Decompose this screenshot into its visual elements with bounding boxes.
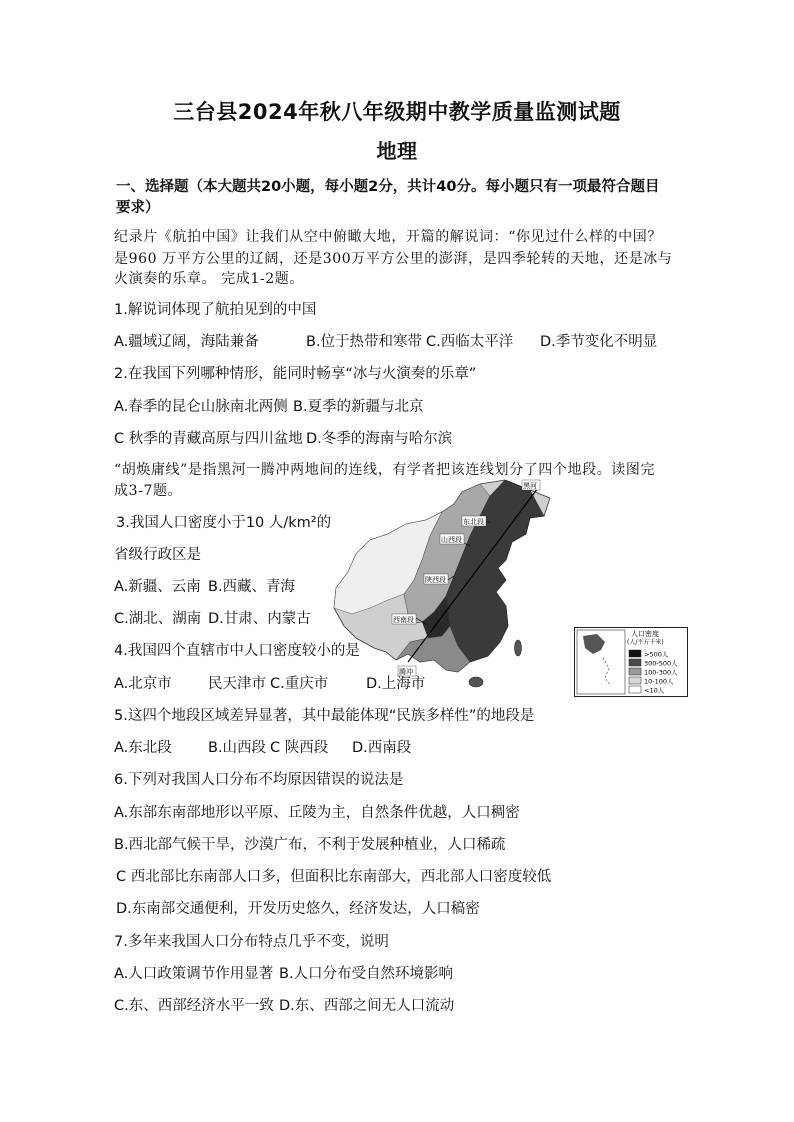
option-c[interactable]: C 陕西段 xyxy=(270,740,329,756)
question-2-options-cd xyxy=(114,427,452,448)
map-legend xyxy=(574,627,688,697)
passage-line: 火演奏的乐章。 完成1-2题。 xyxy=(114,271,304,287)
option-b[interactable]: 民天津市 xyxy=(208,676,266,692)
hainan-island xyxy=(469,677,483,687)
option-b[interactable]: B.位于热带和寒带 xyxy=(306,334,423,350)
passage-line: 是960 万平方公里的辽阔，还是300万平方公里的澎湃，是四季轮转的天地，还是冰与 xyxy=(114,251,673,267)
option-b[interactable]: B.夏季的新疆与北京 xyxy=(293,399,424,415)
legend-swatch xyxy=(629,650,641,657)
passage-line: “胡焕庸线”是指黑河一腾冲两地间的连线，有学者把该连线划分了四个地段。读图完 xyxy=(114,462,656,478)
taiwan-island xyxy=(515,640,522,656)
option-c[interactable]: C.东、西部经济水平一致 xyxy=(114,998,274,1014)
legend-swatch xyxy=(629,686,641,693)
option-b[interactable]: B.西北部气候干旱，沙漠广布，不利于发展种植业，人口稀疏 xyxy=(114,837,506,853)
passage-line: 纪录片《航拍中国》让我们从空中俯瞰大地，开篇的解说词：“你见过什么样的中国？ xyxy=(114,229,662,245)
option-a[interactable]: A.春季的昆仑山脉南北两侧 xyxy=(114,399,288,415)
legend-swatch xyxy=(629,677,641,684)
option-a[interactable]: A.东部东南部地形以平原、丘陵为主，自然条件优越，人口稠密 xyxy=(114,805,520,821)
question-7-options-cd xyxy=(114,994,454,1015)
option-d[interactable]: D.季节变化不明显 xyxy=(540,334,658,350)
option-c[interactable]: C 秋季的青藏高原与四川盆地 xyxy=(114,431,303,447)
option-b[interactable]: B.西藏、青海 xyxy=(208,579,296,595)
map-label-shanxi: 山西段 xyxy=(441,536,462,544)
population-density-map xyxy=(330,476,556,698)
subject-title: 地理 xyxy=(376,139,418,163)
question-1-options xyxy=(114,330,657,351)
question-1-stem: 1.解说词体现了航拍见到的中国 xyxy=(114,302,317,318)
option-d[interactable]: D.甘肃、内蒙古 xyxy=(208,611,311,627)
option-a[interactable]: A.东北段 xyxy=(114,740,172,756)
option-d[interactable]: D.东、西部之间无人口流动 xyxy=(279,998,455,1014)
legend-unit: (人/平方千米) xyxy=(627,639,664,646)
question-5-options xyxy=(114,736,411,757)
option-a[interactable]: A.北京市 xyxy=(114,676,172,692)
legend-title: 人口密度 xyxy=(631,630,659,638)
section-heading-cont: 要求） xyxy=(116,200,160,216)
legend-item-label: <10人 xyxy=(644,686,665,695)
question-5-stem: 5.这四个地段区域差异显著，其中最能体现“民族多样性”的地段是 xyxy=(114,708,535,724)
option-c[interactable]: C.湖北、湖南 xyxy=(114,611,202,627)
question-7-options-ab xyxy=(114,962,453,983)
legend-swatch xyxy=(629,668,641,675)
question-2-stem: 2.在我国下列哪种情形，能同时畅享“冰与火演奏的乐章” xyxy=(114,366,477,382)
legend-item-label: 300-500人 xyxy=(644,659,678,668)
question-6-stem: 6.下列对我国人口分布不均原因错误的说法是 xyxy=(114,772,404,788)
question-3-options-cd xyxy=(114,607,311,628)
legend-graphic xyxy=(575,628,687,696)
option-c[interactable]: C.重庆市 xyxy=(270,676,329,692)
option-a[interactable]: A.新疆、云南 xyxy=(114,579,201,595)
option-b[interactable]: B.山西段 xyxy=(208,740,267,756)
question-3-stem: 3.我国人口密度小于10 人/km²的 xyxy=(116,515,332,531)
question-7-stem: 7.多年来我国人口分布特点几乎不变，说明 xyxy=(114,934,389,950)
question-3-options-ab xyxy=(114,575,295,596)
map-label-tengchong: 腾冲 xyxy=(399,668,413,676)
section-heading: 一、选择题（本大题共20小题，每小题2分，共计40分。每小题只有一项最符合题目 xyxy=(116,179,660,195)
question-4-stem: 4.我国四个直辖市中人口密度较小的是 xyxy=(114,643,360,659)
option-d[interactable]: D.上海市 xyxy=(366,676,426,692)
legend-item-label: 100-300人 xyxy=(644,668,678,677)
option-b[interactable]: B.人口分布受自然环境影响 xyxy=(279,966,454,982)
option-a[interactable]: A.疆域辽阔，海陆兼备 xyxy=(114,334,259,350)
legend-item-label: 10-100人 xyxy=(644,677,674,686)
exam-title: 三台县2024年秋八年级期中教学质量监测试题 xyxy=(173,100,621,124)
option-c[interactable]: C 西北部比东南部人口多，但面积比东南部大，西北部人口密度较低 xyxy=(116,869,552,885)
passage-line: 成3-7题。 xyxy=(114,483,183,499)
map-label-heihe: 黑河 xyxy=(523,482,537,490)
legend-item-label: >500人 xyxy=(644,650,669,659)
map-label-shaanxi: 陕西段 xyxy=(425,576,446,584)
option-d[interactable]: D.西南段 xyxy=(352,740,412,756)
option-d[interactable]: D.冬季的海南与哈尔滨 xyxy=(306,431,453,447)
legend-swatch xyxy=(629,659,641,666)
option-a[interactable]: A.人口政策调节作用显著 xyxy=(114,966,274,982)
option-c[interactable]: C.西临太平洋 xyxy=(426,334,514,350)
map-label-dongbei: 东北段 xyxy=(463,518,484,526)
question-2-options-ab xyxy=(114,395,424,416)
question-3-stem-cont: 省级行政区是 xyxy=(114,547,201,563)
map-label-xinan: 西南段 xyxy=(393,616,414,624)
option-d[interactable]: D.东南部交通便利，开发历史悠久，经济发达，人口稿密 xyxy=(116,901,480,917)
